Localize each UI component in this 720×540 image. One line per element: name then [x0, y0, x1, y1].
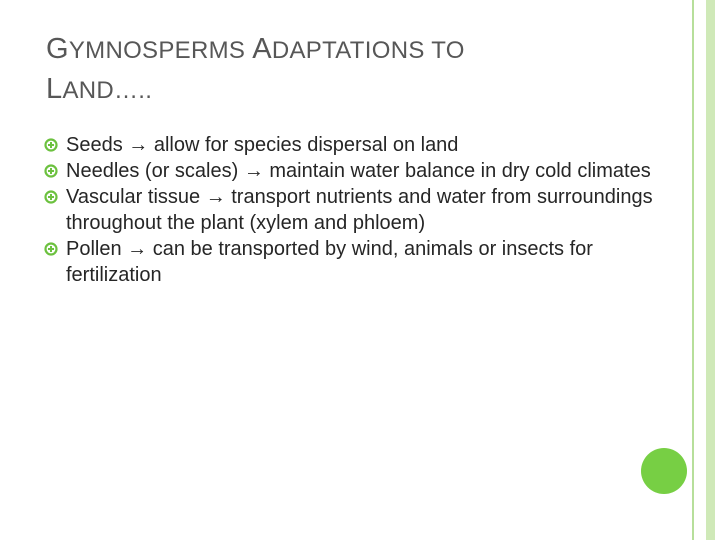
bullet-text: Pollen → can be transported by wind, animals or insects for fertilization — [66, 238, 593, 286]
title-word: TO — [431, 37, 465, 64]
ring-plus-icon — [44, 138, 58, 152]
title-word: LAND….. — [46, 73, 153, 105]
bullet-item — [46, 184, 686, 236]
bullet-item — [46, 158, 686, 184]
slide-title — [46, 30, 606, 110]
title-word: ADAPTATIONS — [252, 33, 425, 65]
ring-plus-icon — [44, 164, 58, 178]
ring-plus-icon — [44, 242, 58, 256]
bullet-text: Seeds → allow for species dispersal on land — [66, 134, 459, 156]
bullet-item — [46, 236, 686, 288]
ring-plus-icon — [44, 190, 58, 204]
decorative-dot — [641, 448, 687, 494]
bullet-list — [46, 132, 686, 288]
bullet-text: Vascular tissue → transport nutrients and water from surroundings throughout the plant (xylem and phloem) — [66, 186, 653, 234]
title-word: GYMNOSPERMS — [46, 33, 246, 65]
decorative-rule-thin — [692, 0, 694, 540]
bullet-item — [46, 132, 686, 158]
decorative-rule-thick — [706, 0, 715, 540]
bullet-text: Needles (or scales) → maintain water balance in dry cold climates — [66, 160, 651, 182]
